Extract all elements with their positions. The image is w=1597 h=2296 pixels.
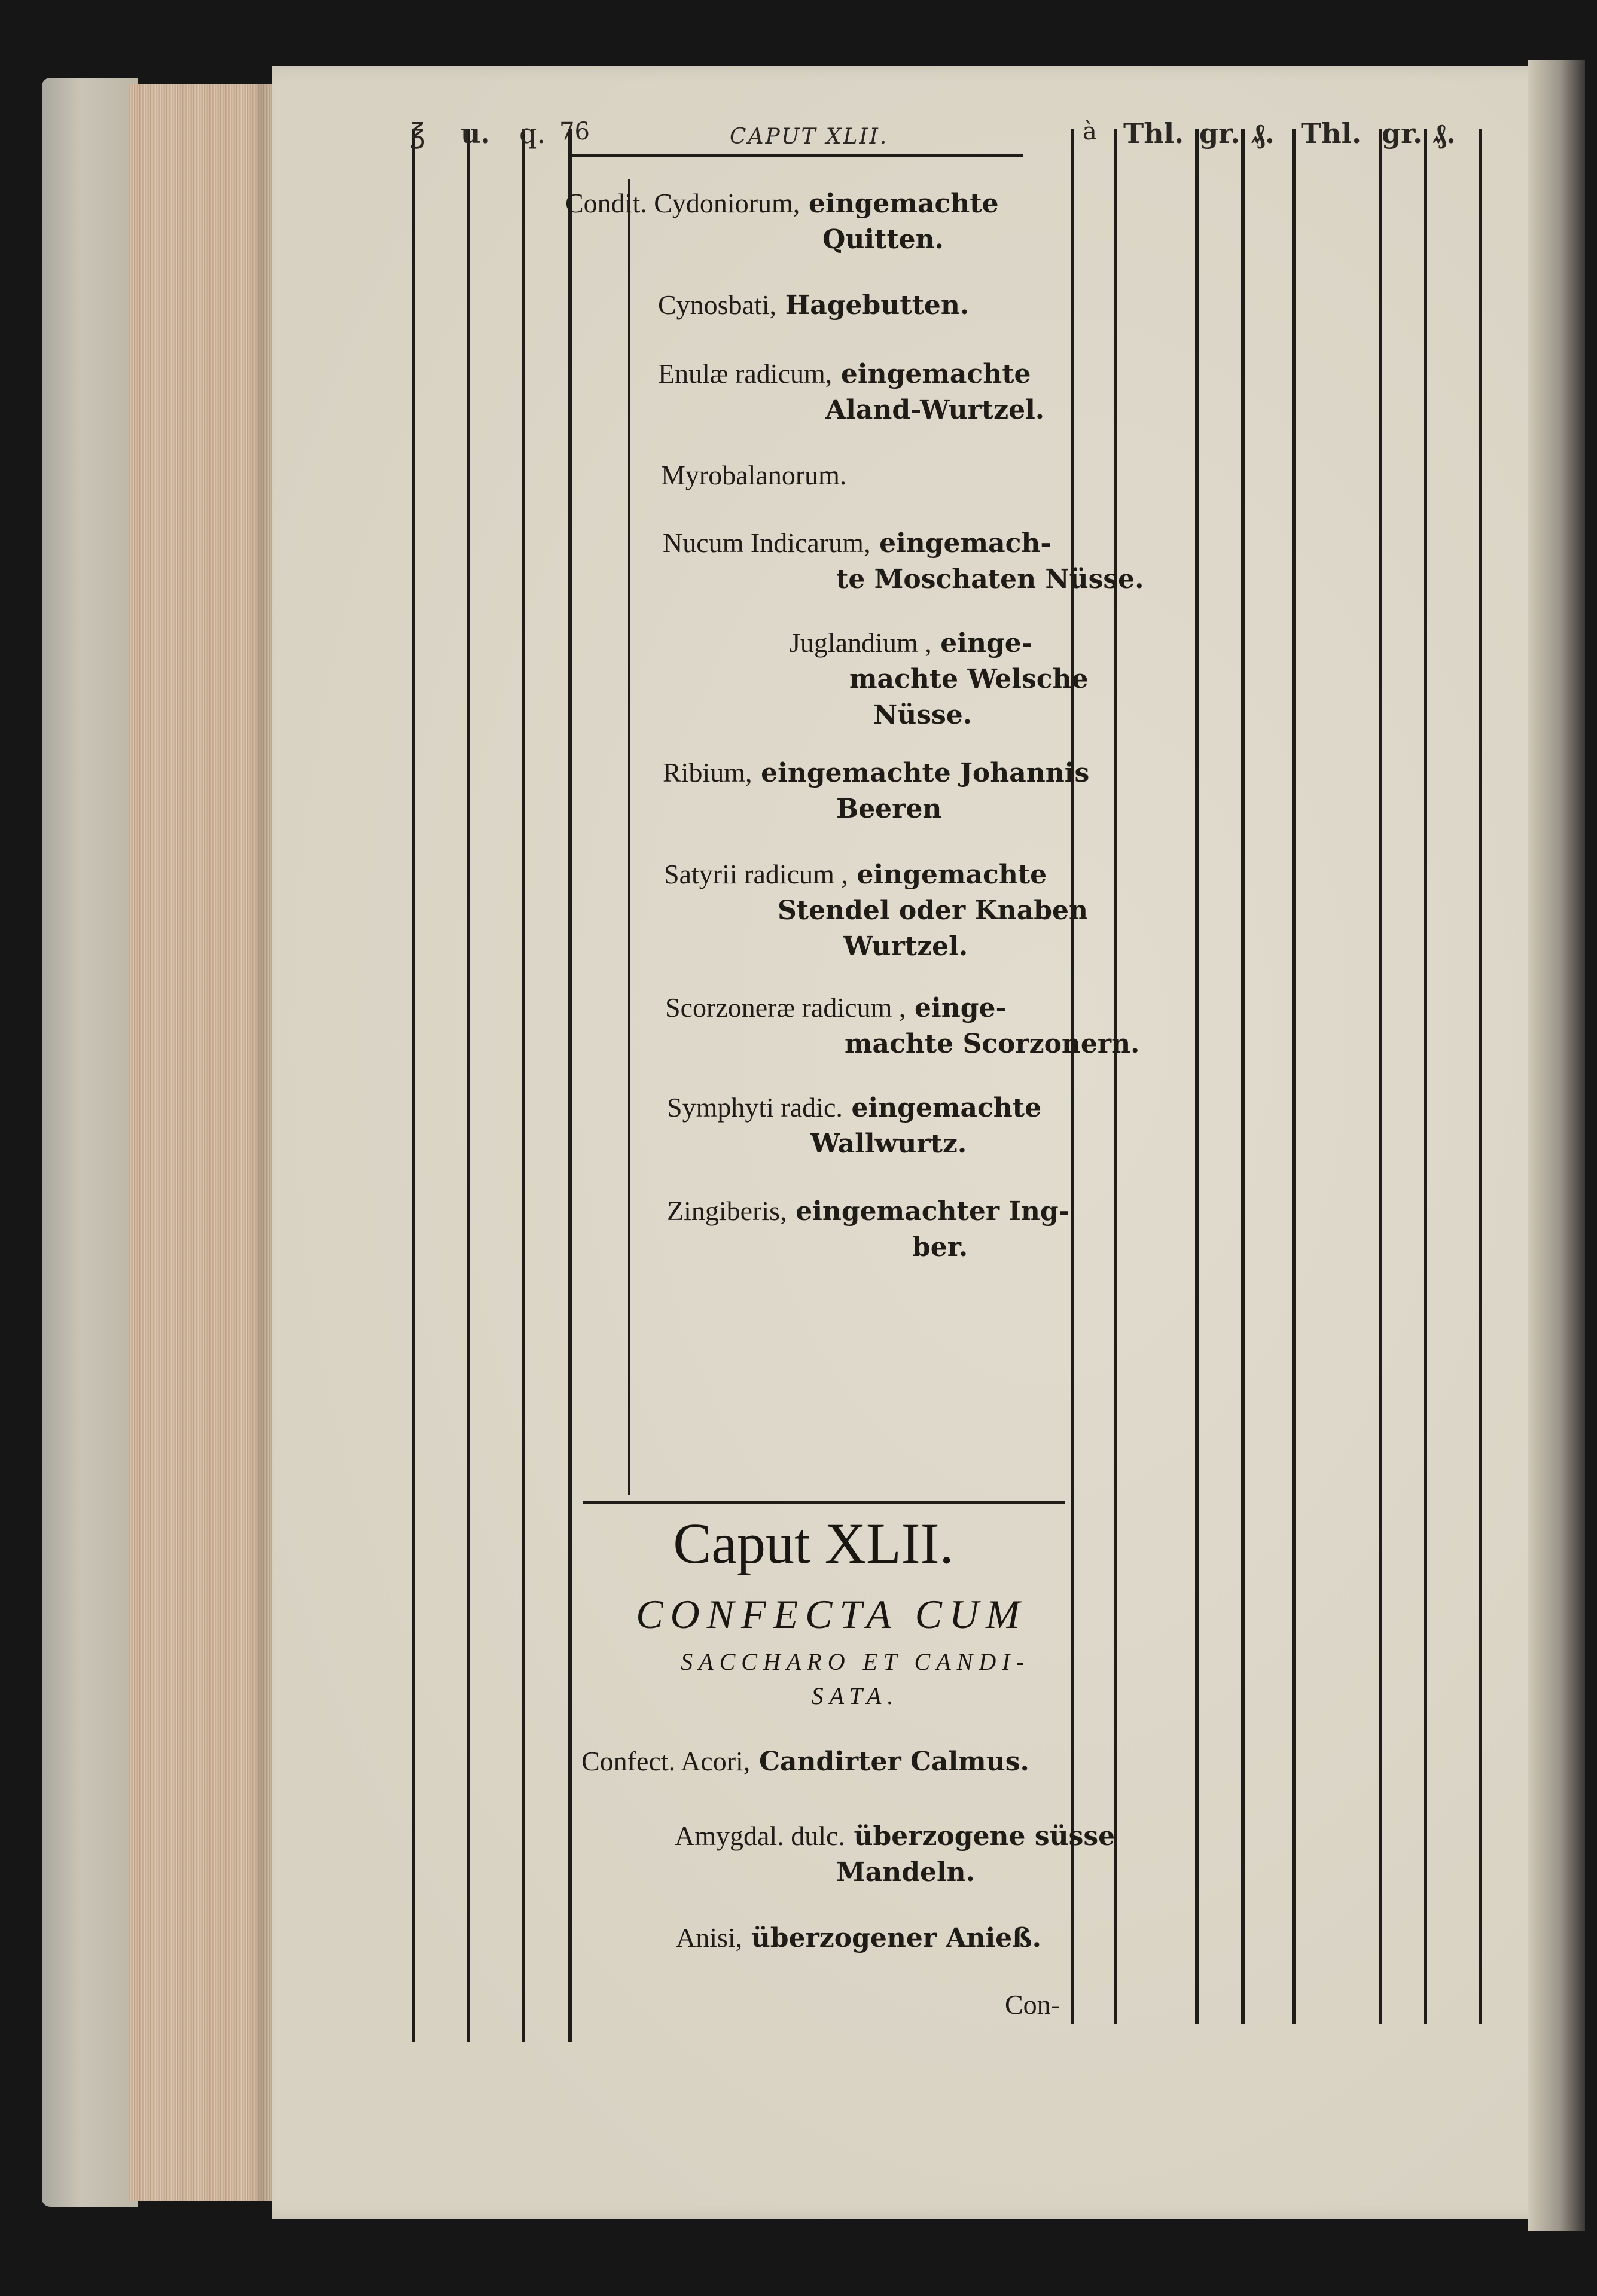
header-col-q: q. (519, 117, 546, 150)
page-gutter (1528, 60, 1585, 2231)
entry-german: Wurtzel. (843, 931, 968, 962)
entry-german: Hagebutten. (785, 290, 970, 321)
entry-german: Aland-Wurtzel. (825, 395, 1045, 425)
column-rule (522, 129, 525, 2042)
column-rule (467, 129, 470, 2042)
column-rule (1114, 129, 1117, 2024)
entry-german: eingemachte Johannis (761, 758, 1090, 788)
entry-german: Beeren (836, 794, 942, 824)
entry-german: te Moschaten Nüsse. (836, 564, 1144, 594)
column-rule (1071, 129, 1074, 2024)
entry-latin: Condit. Cydoniorum, (565, 188, 800, 218)
entry-german: machte Scorzonern. (845, 1029, 1140, 1059)
entry-german: eingemachte (808, 188, 999, 219)
column-rule (1292, 129, 1296, 2024)
entry-german: Nüsse. (873, 700, 973, 730)
entry-german: Wallwurtz. (810, 1129, 967, 1159)
header-col-gr-1: gr. (1199, 117, 1241, 150)
header-col-unc: u. (461, 117, 490, 150)
header-col-thl-1: Thl. (1123, 117, 1184, 150)
page-fore-edge (129, 84, 272, 2201)
entry-cydoniorum (565, 185, 999, 257)
column-rule (1241, 129, 1245, 2024)
entry-latin: Scorzoneræ radicum , (665, 992, 906, 1023)
entry-latin: Enulæ radicum, (658, 358, 833, 389)
entry-scorzonerae (665, 990, 1139, 1062)
chapter-subtitle-line2: SACCHARO ET CANDI- (681, 1648, 1030, 1675)
header-col-a: à (1083, 118, 1097, 145)
entry-german: Stendel oder Knaben (778, 895, 1088, 926)
chapter-title: Caput XLII. (673, 1511, 954, 1575)
entry-juglandium (790, 625, 1089, 733)
column-rule (412, 129, 415, 2042)
entry-latin: Anisi, (676, 1922, 743, 1953)
entry-nucum-indicarum (663, 525, 1144, 597)
entry-german: eingemachter Ing- (796, 1196, 1069, 1227)
entry-german: eingemachte (851, 1093, 1042, 1123)
entry-latin: Amygdal. dulc. (675, 1821, 845, 1851)
chapter-subtitle-line3: SATA. (811, 1682, 900, 1709)
header-col-gr-2: gr. (1382, 117, 1423, 150)
cover-edge (42, 78, 138, 2207)
column-rule (628, 179, 630, 1495)
chapter-subtitle: CONFECTA CUM (636, 1591, 1027, 1637)
chapter-rule (583, 1501, 1065, 1504)
entry-ribium (663, 755, 1089, 827)
column-rule (1424, 129, 1427, 2024)
entry-latin: Myrobalanorum. (661, 460, 847, 490)
header-rule (568, 154, 1023, 157)
entry-german: eingemach- (879, 528, 1052, 559)
entry-german: eingemachte (857, 859, 1047, 890)
entry-latin: Cynosbati, (658, 289, 777, 320)
entry-zingiberis (667, 1193, 1069, 1265)
entry-amygdal (675, 1818, 1115, 1890)
page-number: 76 (559, 118, 590, 145)
entry-german: machte Welsche (849, 664, 1089, 694)
entry-acori (581, 1743, 1029, 1779)
entry-latin: Satyrii radicum , (664, 859, 848, 889)
entry-german: Candirter Calmus. (758, 1746, 1029, 1777)
entry-german: einge- (915, 993, 1007, 1023)
entry-latin: Ribium, (663, 757, 752, 788)
column-rule (568, 129, 572, 2042)
entry-latin: Nucum Indicarum, (663, 527, 871, 558)
entry-anisi (676, 1920, 1041, 1956)
column-rule (1195, 129, 1199, 2024)
header-col-pf-1: ₰. (1251, 117, 1275, 150)
entry-symphyti (667, 1090, 1041, 1161)
entry-german: einge- (940, 628, 1033, 658)
column-rule (1379, 129, 1382, 2024)
column-rule (1479, 129, 1482, 2024)
entry-latin: Juglandium , (790, 627, 932, 658)
header-col-pf-2: ₰. (1433, 117, 1456, 150)
entry-german: Mandeln. (836, 1857, 975, 1888)
entry-latin: Symphyti radic. (667, 1092, 843, 1123)
catchword: Con- (1005, 1989, 1060, 2020)
entry-enulae (658, 356, 1044, 428)
entry-german: ber. (912, 1232, 968, 1263)
running-title: CAPUT XLII. (730, 124, 889, 149)
entry-cynosbati (658, 287, 969, 323)
entry-german: eingemachte (840, 359, 1031, 389)
entry-german: überzogener Anieß. (751, 1923, 1041, 1953)
entry-german: überzogene süsse (854, 1821, 1116, 1852)
entry-latin: Zingiberis, (667, 1196, 787, 1226)
entry-myrobalanorum (661, 458, 846, 493)
header-col-lot: ℥ (410, 117, 426, 150)
header-col-thl-2: Thl. (1301, 117, 1362, 150)
entry-latin: Confect. Acori, (581, 1746, 751, 1776)
entry-satyrii (664, 856, 1088, 964)
entry-german: Quitten. (822, 224, 944, 255)
